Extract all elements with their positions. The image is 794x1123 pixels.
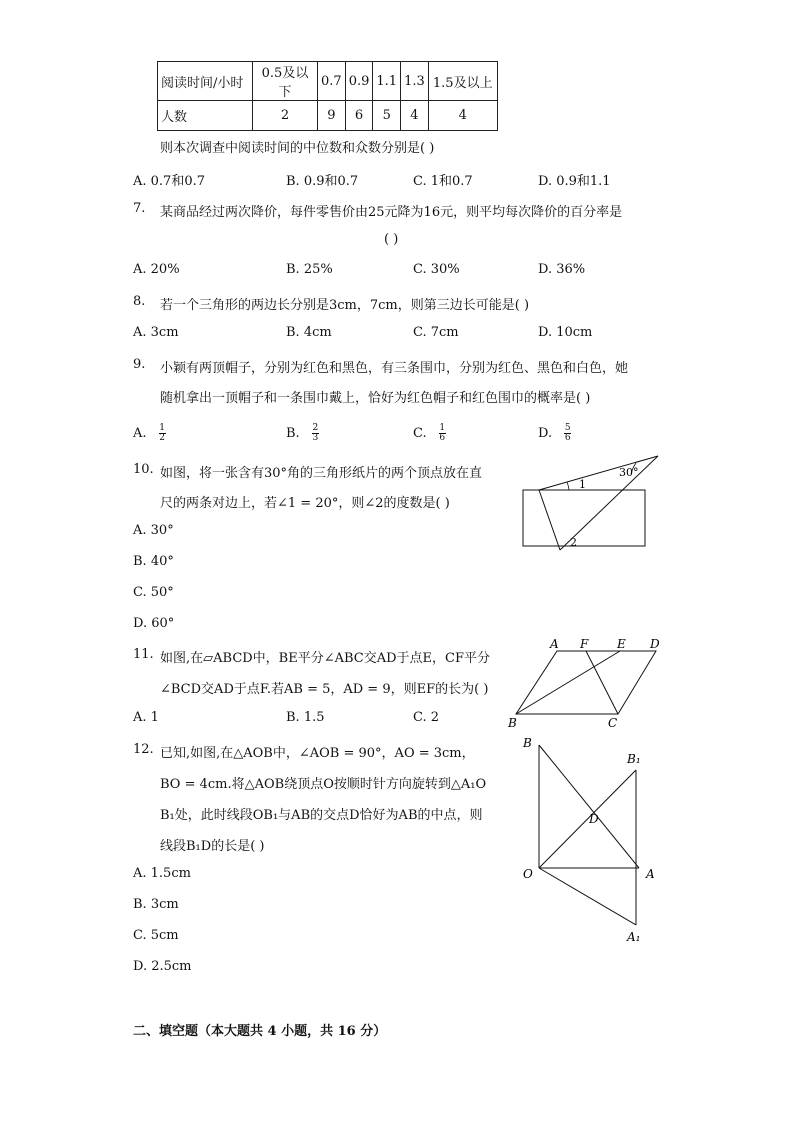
table-cell: 5: [373, 101, 401, 131]
fraction-denominator: 6: [564, 433, 571, 443]
fraction-denominator: 6: [439, 433, 446, 443]
fraction-numerator: 1: [159, 423, 166, 433]
q11-parallelogram-figure: [500, 632, 670, 732]
table-data-row: [158, 101, 498, 131]
q11-option-b: B. 1.5: [286, 710, 325, 725]
q8-option-d: D. 10cm: [538, 325, 593, 340]
ruler-rect: [523, 490, 645, 546]
q12-option-c: C. 5cm: [133, 928, 179, 943]
segment-oa1: [539, 868, 636, 925]
q12-option-b: B. 3cm: [133, 897, 179, 912]
parallelogram: [516, 651, 656, 714]
table-header-row: [158, 62, 498, 101]
table-cell: 0.7: [318, 62, 346, 101]
angle-arc: [567, 482, 569, 490]
q8-option-b: B. 4cm: [286, 325, 332, 340]
option-letter: B.: [286, 426, 300, 441]
q7-option-b: B. 25%: [286, 262, 333, 277]
table-cell: 4: [401, 101, 429, 131]
q12-option-a: A. 1.5cm: [133, 866, 191, 881]
point-d-label: D: [589, 812, 599, 826]
point-d-label: D: [650, 637, 660, 651]
q11-stem-line1: 如图,在▱ABCD中，BE平分∠ABC交AD于点E，CF平分: [160, 651, 491, 666]
angle-1-label: 1: [579, 478, 586, 491]
point-e-label: E: [617, 637, 626, 651]
q7-stem-line2: ( ): [384, 232, 399, 247]
q10-ruler-figure: [515, 450, 665, 555]
option-letter: C.: [413, 426, 427, 441]
point-c-label: C: [608, 716, 618, 730]
table-cell: 1.3: [401, 62, 429, 101]
point-a-label: A: [646, 867, 655, 881]
point-b-label: B: [508, 716, 517, 730]
q11-option-c: C. 2: [413, 710, 440, 725]
fraction: [564, 424, 571, 443]
bisector-cf: [586, 651, 618, 714]
q7-option-c: C. 30%: [413, 262, 460, 277]
q8-option-a: A. 3cm: [133, 325, 179, 340]
fraction: [312, 424, 319, 443]
point-f-label: F: [580, 637, 589, 651]
fraction-numerator: 5: [564, 423, 571, 433]
point-o-label: O: [523, 867, 533, 881]
q9-option-d: [538, 424, 571, 443]
table-cell: 阅读时间/小时: [158, 62, 253, 101]
q6-stem: 则本次调查中阅读时间的中位数和众数分别是( ): [160, 141, 435, 156]
reading-time-table: [157, 61, 498, 131]
q12-rotation-figure: [515, 733, 675, 948]
q11-stem-line2: ∠BCD交AD于点F.若AB = 5，AD = 9，则EF的长为( ): [160, 682, 489, 697]
q9-stem-line1: 小颖有两顶帽子，分别为红色和黑色，有三条围巾，分别为红色、黑色和白色，她: [160, 361, 629, 376]
q8-option-c: C. 7cm: [413, 325, 459, 340]
angle-2-label: 2: [570, 536, 577, 549]
q9-number: 9.: [133, 357, 146, 372]
section-heading: 二、填空题（本大题共 4 小题，共 16 分）: [133, 1024, 387, 1039]
fraction-numerator: 2: [312, 423, 319, 433]
q12-stem-line1: 已知,如图,在△AOB中，∠AOB = 90°，AO = 3cm，: [160, 746, 475, 761]
q6-option-c: C. 1和0.7: [413, 174, 473, 189]
q12-number: 12.: [133, 742, 154, 757]
q10-stem-line2: 尺的两条对边上，若∠1 = 20°，则∠2的度数是( ): [160, 496, 450, 511]
fraction: [159, 424, 166, 443]
q7-option-d: D. 36%: [538, 262, 586, 277]
q9-option-b: [286, 424, 319, 443]
table-cell: 人数: [158, 101, 253, 131]
fraction-denominator: 3: [312, 433, 319, 443]
point-a1-label: A₁: [627, 930, 641, 944]
q6-option-b: B. 0.9和0.7: [286, 174, 359, 189]
table-cell: 9: [318, 101, 346, 131]
q7-number: 7.: [133, 201, 146, 216]
q12-stem-line4: 线段B₁D的长是( ): [160, 839, 265, 854]
q6-option-a: A. 0.7和0.7: [133, 174, 206, 189]
q9-option-a: [133, 424, 166, 443]
q10-option-c: C. 50°: [133, 585, 174, 600]
q9-stem-line2: 随机拿出一顶帽子和一条围巾戴上，恰好为红色帽子和红色围巾的概率是( ): [160, 391, 591, 406]
q9-option-c: [413, 424, 446, 443]
q12-stem-line3: B₁处，此时线段OB₁与AB的交点D恰好为AB的中点，则: [160, 808, 483, 823]
q12-option-d: D. 2.5cm: [133, 959, 192, 974]
q8-number: 8.: [133, 294, 146, 309]
table-cell: 2: [253, 101, 318, 131]
table-cell: 6: [345, 101, 373, 131]
table-cell: 0.9: [345, 62, 373, 101]
q11-option-a: A. 1: [133, 710, 159, 725]
q10-option-b: B. 40°: [133, 554, 174, 569]
point-b1-label: B₁: [627, 752, 641, 766]
fraction-denominator: 2: [159, 433, 166, 443]
q12-stem-line2: BO = 4cm.将△AOB绕顶点O按顺时针方向旋转到△A₁O: [160, 777, 487, 792]
q10-option-a: A. 30°: [133, 523, 174, 538]
bisector-be: [516, 651, 620, 714]
table-cell: 0.5及以下: [253, 62, 318, 101]
fraction: [439, 424, 446, 443]
q11-number: 11.: [133, 647, 154, 662]
table-cell: 1.1: [373, 62, 401, 101]
table-cell: 1.5及以上: [428, 62, 497, 101]
triangle-edge: [539, 490, 560, 550]
q10-option-d: D. 60°: [133, 616, 175, 631]
q10-stem-line1: 如图，将一张含有30°角的三角形纸片的两个顶点放在直: [160, 466, 483, 481]
q8-stem: 若一个三角形的两边长分别是3cm，7cm，则第三边长可能是( ): [160, 298, 530, 313]
option-letter: A.: [133, 426, 147, 441]
q7-stem-line1: 某商品经过两次降价，每件零售价由25元降为16元，则平均每次降价的百分率是: [160, 205, 623, 220]
segment-ab: [539, 745, 639, 868]
angle-30-label: 30°: [619, 466, 639, 479]
option-letter: D.: [538, 426, 553, 441]
point-a-label: A: [550, 637, 559, 651]
table-cell: 4: [428, 101, 497, 131]
segment-ob1: [539, 770, 636, 868]
q7-option-a: A. 20%: [133, 262, 180, 277]
q10-number: 10.: [133, 462, 154, 477]
q6-option-d: D. 0.9和1.1: [538, 174, 611, 189]
point-b-label: B: [523, 736, 532, 750]
fraction-numerator: 1: [439, 423, 446, 433]
